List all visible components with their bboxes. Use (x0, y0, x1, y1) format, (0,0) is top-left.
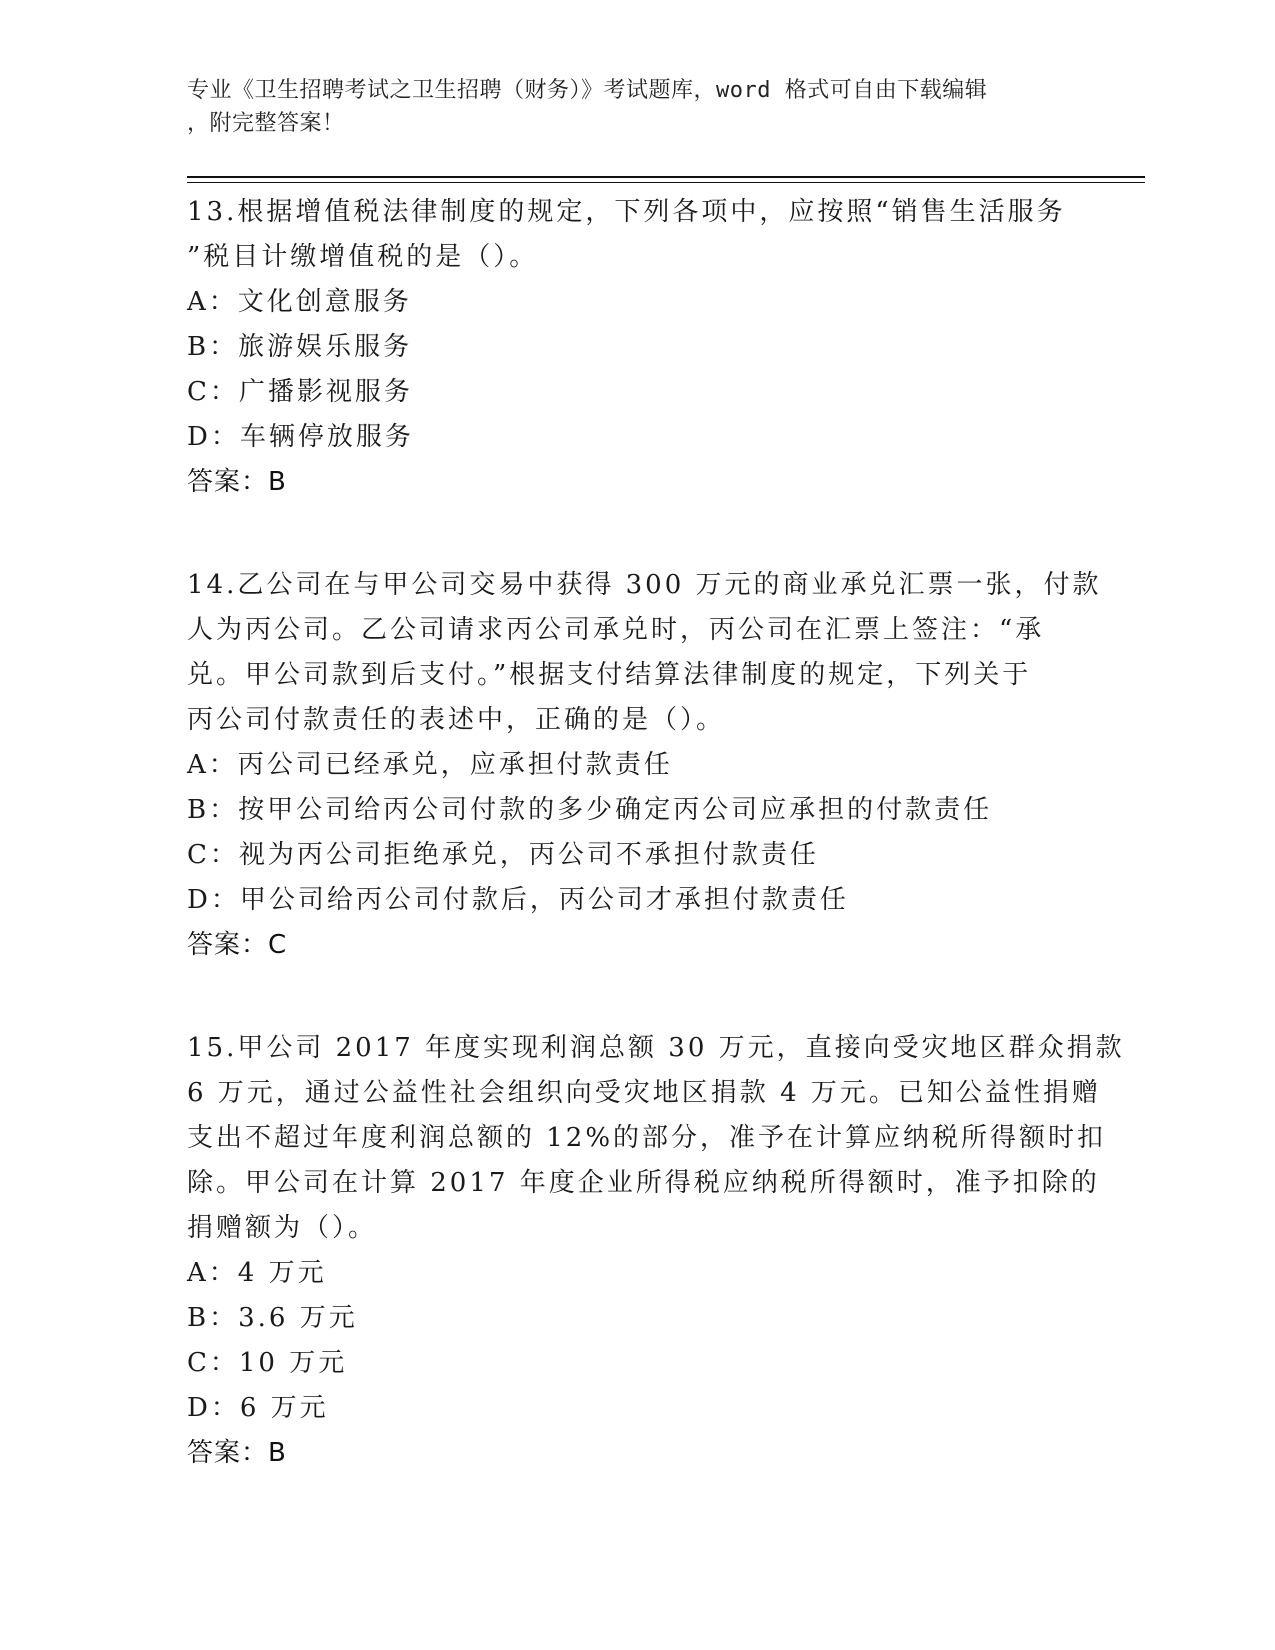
document-header (187, 74, 1067, 140)
question-stem-line: 13.根据增值税法律制度的规定，下列各项中，应按照“销售生活服务 (187, 197, 1066, 227)
question-stem-line: 捐赠额为（）。 (187, 1213, 378, 1243)
question-list (187, 190, 1125, 1534)
header-rule-thin (187, 182, 1145, 183)
header-line-2: ，附完整答案！ (187, 111, 345, 136)
option-d: D：甲公司给丙公司付款后，丙公司才承担付款责任 (187, 885, 849, 915)
option-b: B：3.6 万元 (187, 1303, 358, 1333)
option-c: C：视为丙公司拒绝承兑，丙公司不承担付款责任 (187, 840, 819, 870)
question-stem-line: 支出不超过年度利润总额的 12%的部分，准予在计算应纳税所得额时扣 (187, 1123, 1107, 1153)
option-c: C：广播影视服务 (187, 377, 413, 407)
question-stem-line: 人为丙公司。乙公司请求丙公司承兑时，丙公司在汇票上签注：“承 (187, 615, 1045, 645)
option-a: A：丙公司已经承兑，应承担付款责任 (187, 750, 673, 780)
header-rule-thick (187, 176, 1145, 178)
option-a: A：文化创意服务 (187, 287, 412, 317)
question-stem-line: 丙公司付款责任的表述中，正确的是（）。 (187, 705, 726, 735)
header-line-1: 专业《卫生招聘考试之卫生招聘（财务）》考试题库，word 格式可自由下载编辑 (187, 78, 988, 103)
question-stem-line: 14.乙公司在与甲公司交易中获得 300 万元的商业承兑汇票一张，付款 (187, 570, 1102, 600)
question-stem-line: 除。甲公司在计算 2017 年度企业所得税应纳税所得额时，准予扣除的 (187, 1168, 1100, 1198)
question-stem-line: 6 万元，通过公益性社会组织向受灾地区捐款 4 万元。已知公益性捐赠 (187, 1078, 1101, 1108)
question-stem-line: 兑。甲公司款到后支付。”根据支付结算法律制度的规定，下列关于 (187, 660, 1032, 690)
answer-line: 答案：B (187, 1438, 287, 1468)
question-15 (187, 1026, 1125, 1476)
question-stem-line: ”税目计缴增值税的是（）。 (187, 242, 539, 272)
option-a: A：4 万元 (187, 1258, 327, 1288)
question-14 (187, 563, 1102, 968)
option-c: C：10 万元 (187, 1348, 348, 1378)
option-b: B：按甲公司给丙公司付款的多少确定丙公司应承担的付款责任 (187, 795, 993, 825)
question-13 (187, 190, 1087, 505)
option-d: D：6 万元 (187, 1393, 329, 1423)
answer-line: 答案：C (187, 930, 288, 960)
question-stem-line: 15.甲公司 2017 年度实现利润总额 30 万元，直接向受灾地区群众捐款 (187, 1033, 1125, 1063)
option-d: D：车辆停放服务 (187, 422, 414, 452)
answer-line: 答案：B (187, 467, 287, 497)
option-b: B：旅游娱乐服务 (187, 332, 413, 362)
